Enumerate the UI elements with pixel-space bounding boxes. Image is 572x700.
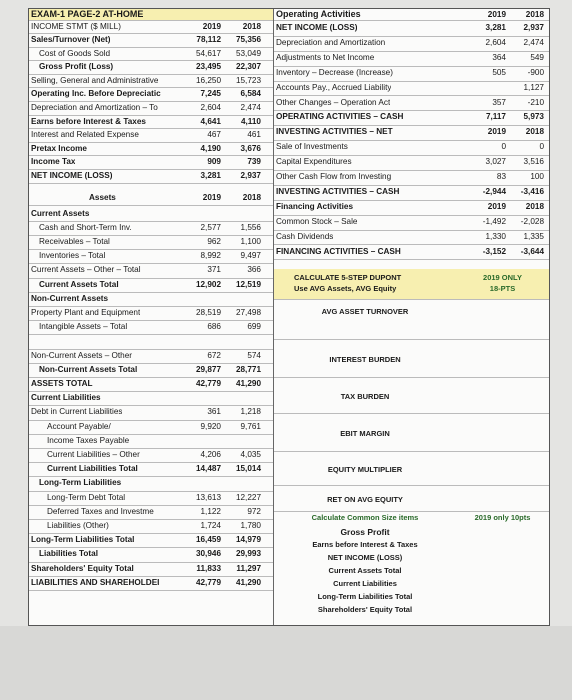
value-2019: 4,206 xyxy=(200,450,221,459)
table-row xyxy=(29,87,273,102)
value-2018: 739 xyxy=(247,157,261,167)
value-2018: 12,227 xyxy=(235,492,261,502)
value-2019: 357 xyxy=(492,97,506,107)
table-row xyxy=(29,533,273,548)
row-label: Current Assets – Other – Total xyxy=(31,265,141,275)
table-row xyxy=(29,519,273,534)
table-row xyxy=(274,66,549,82)
value-2019: -2,944 xyxy=(482,186,506,196)
value-2018: 100 xyxy=(530,172,544,181)
value-2019: 13,613 xyxy=(195,492,221,502)
income-stmt-title: INCOME STMT ($ MILL) xyxy=(31,22,121,31)
value-2018: 2,937 xyxy=(240,171,261,180)
row-label: Long-Term Liabilities Total xyxy=(31,535,135,545)
row-label: Cash and Short-Term Inv. xyxy=(39,222,132,232)
cash-year-2018: 2018 xyxy=(525,10,544,19)
table-row xyxy=(274,125,549,141)
value-2019: 962 xyxy=(207,237,221,246)
row-label: Intangible Assets – Total xyxy=(39,322,128,332)
value-2019: 42,779 xyxy=(195,379,221,388)
table-row xyxy=(274,230,549,246)
common-size-label: Calculate Common Size items xyxy=(311,513,419,522)
value-2018: -900 xyxy=(527,67,544,77)
value-2018: 4,035 xyxy=(240,450,261,459)
value-2019: 78,112 xyxy=(196,35,221,44)
value-2018: 15,723 xyxy=(235,75,261,85)
value-2018: 1,218 xyxy=(240,407,261,417)
value-2018: 14,979 xyxy=(235,535,261,545)
table-row xyxy=(29,235,273,250)
row-label: Non-Current Assets Total xyxy=(39,364,138,374)
value-2019: 686 xyxy=(207,322,221,332)
row-label: Account Payable/ xyxy=(47,421,111,431)
value-2019: 2,577 xyxy=(200,222,221,232)
table-row xyxy=(29,405,273,420)
row-label: INVESTING ACTIVITIES – NET xyxy=(276,127,393,137)
value-2018: 3,676 xyxy=(240,143,261,153)
row-label: Long-Term Liabilities xyxy=(39,478,122,488)
dupont-points xyxy=(456,269,549,299)
table-row xyxy=(29,33,273,48)
cash-year-2019: 2019 xyxy=(487,10,506,19)
table-row xyxy=(274,155,549,171)
value-2019: 14,487 xyxy=(195,464,221,474)
table-row xyxy=(29,60,273,75)
value-2019: 12,902 xyxy=(195,279,221,289)
table-row xyxy=(29,169,273,184)
dupont-instructions xyxy=(274,269,456,299)
table-row xyxy=(29,263,273,278)
common-size-pts: 2019 only 10pts xyxy=(474,513,531,522)
row-label: Current Liabilities Total xyxy=(47,464,138,474)
row-label: Non-Current Assets – Other xyxy=(31,350,133,360)
value-2019: 361 xyxy=(207,407,221,417)
value-2018: 574 xyxy=(247,350,261,360)
table-row xyxy=(274,110,549,126)
row-label: Property Plant and Equipment xyxy=(31,308,141,317)
common-size-item: Long-Term Liabilities Total xyxy=(317,592,413,601)
row-label: Other Cash Flow from Investing xyxy=(276,172,392,181)
table-row xyxy=(29,74,273,89)
row-label: Selling, General and Administrative xyxy=(31,75,159,85)
value-2018: 12,519 xyxy=(235,279,261,289)
table-row xyxy=(29,434,273,449)
exam-title: EXAM-1 PAGE-2 AT-HOME xyxy=(31,9,144,19)
value-2018: 3,516 xyxy=(523,157,544,167)
table-row xyxy=(29,363,273,378)
row-label: Depreciation and Amortization – To xyxy=(31,103,158,112)
ratio-row xyxy=(274,487,549,512)
table-row xyxy=(274,81,549,97)
table-row xyxy=(274,51,549,67)
value-2018: 41,290 xyxy=(235,577,261,587)
ratio-label: EBIT MARGIN xyxy=(340,429,390,438)
income-stmt-header xyxy=(29,20,273,34)
row-label: Inventories – Total xyxy=(39,251,106,261)
row-label: Current Assets xyxy=(31,208,90,218)
worksheet xyxy=(28,8,550,626)
table-row xyxy=(29,377,273,392)
value-2019: 0 xyxy=(501,142,506,152)
value-2018: 0 xyxy=(539,142,544,152)
value-2018: 15,014 xyxy=(235,464,261,474)
table-row xyxy=(29,306,273,321)
value-2018: 27,498 xyxy=(235,308,261,317)
row-label: LIABILITIES AND SHAREHOLDEI xyxy=(31,577,160,587)
value-2019: 2019 xyxy=(487,201,506,211)
value-2018: 9,761 xyxy=(240,421,261,431)
value-2018: 6,584 xyxy=(240,89,261,99)
ratio-row xyxy=(274,415,549,452)
table-row xyxy=(29,547,273,562)
value-2018: 2,474 xyxy=(523,37,544,47)
value-2019: 2,604 xyxy=(200,103,221,112)
table-row xyxy=(29,101,273,116)
table-row xyxy=(29,155,273,170)
table-row xyxy=(29,562,273,577)
value-2018: 22,307 xyxy=(235,62,261,72)
table-row xyxy=(274,96,549,112)
row-label: Shareholders' Equity Total xyxy=(31,563,134,573)
table-row xyxy=(29,278,273,293)
dupont-pts2: 18-PTS xyxy=(489,284,516,293)
table-row xyxy=(29,491,273,506)
row-label: Income Tax xyxy=(31,157,76,167)
value-2019: 9,920 xyxy=(200,421,221,431)
row-label: Cost of Goods Sold xyxy=(39,48,110,58)
value-2018: -210 xyxy=(527,97,544,107)
row-label: Sales/Turnover (Net) xyxy=(31,35,111,44)
table-row xyxy=(29,320,273,335)
value-2018: 366 xyxy=(247,265,261,275)
table-row xyxy=(29,476,273,491)
value-2019: 4,641 xyxy=(200,116,221,126)
assets-header xyxy=(29,191,273,206)
row-label: Depreciation and Amortization xyxy=(276,37,386,47)
desk-background xyxy=(0,626,572,700)
ratio-label: RET ON AVG EQUITY xyxy=(327,495,403,504)
value-2019: 1,724 xyxy=(200,521,221,530)
table-row xyxy=(274,21,549,37)
table-row xyxy=(29,391,273,406)
table-row xyxy=(274,200,549,216)
value-2019: 8,992 xyxy=(200,251,221,261)
row-label: Current Liabilities xyxy=(31,393,101,403)
value-2019: 11,833 xyxy=(196,563,221,573)
value-2019: 4,190 xyxy=(200,143,221,153)
row-label: Non-Current Assets xyxy=(31,293,109,303)
row-label: Accounts Pay., Accrued Liability xyxy=(276,82,392,92)
value-2019: 2,604 xyxy=(485,37,506,47)
table-row xyxy=(29,249,273,264)
value-2018: 29,993 xyxy=(235,549,261,559)
row-label: INVESTING ACTIVITIES – CASH xyxy=(276,186,400,196)
row-label: Operating Inc. Before Depreciatic xyxy=(31,89,161,99)
value-2019: 371 xyxy=(207,265,221,275)
row-label: Liabilities (Other) xyxy=(47,521,109,530)
income-year-2018: 2018 xyxy=(242,22,261,31)
value-2018: -3,416 xyxy=(520,186,544,196)
value-2018: 2018 xyxy=(525,127,544,137)
value-2019: 16,250 xyxy=(195,75,221,85)
value-2019: 29,877 xyxy=(195,364,221,374)
value-2018: 41,290 xyxy=(235,379,261,388)
value-2018: 1,335 xyxy=(523,231,544,241)
income-year-2019: 2019 xyxy=(202,22,221,31)
common-size-item: Earns before Interest & Taxes xyxy=(312,540,418,549)
value-2019: 364 xyxy=(492,52,506,62)
row-label: Debt in Current Liabilities xyxy=(31,407,123,417)
table-row xyxy=(29,576,273,591)
value-2019: 3,281 xyxy=(485,23,506,32)
ratio-label: TAX BURDEN xyxy=(340,392,390,401)
row-label: Income Taxes Payable xyxy=(47,435,130,445)
row-label: Receivables – Total xyxy=(39,237,110,246)
assets-year-2018: 2018 xyxy=(242,192,261,202)
common-size-item: Shareholders' Equity Total xyxy=(317,605,413,614)
common-size-item: Current Liabilities xyxy=(333,579,397,588)
ratio-row xyxy=(274,453,549,486)
value-2019: 672 xyxy=(207,350,221,360)
ratio-row xyxy=(274,303,549,340)
table-row xyxy=(274,185,549,201)
row-label: Long-Term Debt Total xyxy=(47,492,126,502)
table-row xyxy=(29,47,273,62)
value-2019: -1,492 xyxy=(482,216,506,226)
row-label: Inventory – Decrease (Increase) xyxy=(276,67,393,77)
value-2019: 1,330 xyxy=(485,231,506,241)
value-2019: 30,946 xyxy=(195,549,221,559)
row-label: Current Liabilities – Other xyxy=(47,450,140,459)
table-row xyxy=(29,349,273,364)
assets-title: Assets xyxy=(89,192,116,202)
row-label: FINANCING ACTIVITIES – CASH xyxy=(276,246,401,256)
ratio-label: EQUITY MULTIPLIER xyxy=(327,465,403,474)
ratio-label: AVG ASSET TURNOVER xyxy=(321,307,409,316)
table-row xyxy=(274,215,549,231)
table-row xyxy=(29,462,273,477)
value-2018: 9,497 xyxy=(240,251,261,261)
value-2019: 467 xyxy=(207,130,221,140)
value-2018: -3,644 xyxy=(520,246,544,256)
row-label: Financing Activities xyxy=(276,201,354,211)
value-2019: 7,117 xyxy=(485,112,506,122)
row-label: Sale of Investments xyxy=(276,142,348,152)
row-label: Other Changes – Operation Act xyxy=(276,97,391,107)
row-label: Liabilities Total xyxy=(39,549,98,559)
value-2019: 28,519 xyxy=(195,308,221,317)
value-2018: 972 xyxy=(247,506,261,516)
row-label: Interest and Related Expense xyxy=(31,130,139,140)
value-2018: 11,297 xyxy=(236,563,261,573)
table-row xyxy=(29,420,273,435)
row-label: Adjustments to Net Income xyxy=(276,52,375,62)
row-label: Earns before Interest & Taxes xyxy=(31,116,146,126)
row-label: Current Assets Total xyxy=(39,279,119,289)
right-panel xyxy=(274,9,549,625)
assets-year-2019: 2019 xyxy=(202,192,221,202)
value-2018: 4,110 xyxy=(240,116,261,126)
value-2019: 7,245 xyxy=(200,89,221,99)
table-row xyxy=(274,170,549,186)
value-2019: 54,617 xyxy=(195,48,221,58)
value-2019: 505 xyxy=(492,67,506,77)
common-size-item: NET INCOME (LOSS) xyxy=(327,553,403,562)
value-2019: 23,495 xyxy=(195,62,221,72)
table-row xyxy=(29,142,273,157)
row-label: Cash Dividends xyxy=(276,231,334,241)
value-2018: 1,127 xyxy=(523,82,544,92)
value-2019: 3,281 xyxy=(200,171,221,180)
dupont-pts1: 2019 ONLY xyxy=(483,273,522,282)
dupont-sub: Use AVG Assets, AVG Equity xyxy=(294,284,397,293)
row-label: Common Stock – Sale xyxy=(276,216,358,226)
table-row xyxy=(274,245,549,261)
value-2018: 549 xyxy=(530,52,544,62)
table-row xyxy=(29,128,273,143)
value-2018: 461 xyxy=(247,130,261,140)
ratio-row xyxy=(274,379,549,414)
value-2018: 1,100 xyxy=(240,237,261,246)
dupont-label: CALCULATE 5-STEP DUPONT xyxy=(294,273,402,282)
left-panel xyxy=(29,9,273,625)
value-2018: 75,356 xyxy=(235,35,261,44)
value-2019: 1,122 xyxy=(200,506,221,516)
value-2018: 2,474 xyxy=(240,103,261,112)
ratio-row xyxy=(274,341,549,378)
value-2019: 42,779 xyxy=(195,577,221,587)
dupont-box xyxy=(274,269,549,300)
value-2019: 83 xyxy=(496,172,506,181)
value-2018: 699 xyxy=(247,322,261,332)
value-2019: 909 xyxy=(207,157,221,167)
operating-title: Operating Activities xyxy=(276,9,361,19)
row-label: ASSETS TOTAL xyxy=(31,379,93,388)
row-label: OPERATING ACTIVITIES – CASH xyxy=(276,112,404,122)
value-2019: 2019 xyxy=(487,127,506,137)
row-label: NET INCOME (LOSS) xyxy=(276,23,358,32)
table-row xyxy=(274,140,549,156)
table-row xyxy=(29,292,273,307)
row-label: Capital Expenditures xyxy=(276,157,352,167)
row-label: Deferred Taxes and Investme xyxy=(47,506,154,516)
table-row xyxy=(29,207,273,222)
table-row xyxy=(29,448,273,463)
value-2018: 2,937 xyxy=(523,23,544,32)
value-2018: 1,556 xyxy=(240,222,261,232)
table-row xyxy=(29,221,273,236)
table-row xyxy=(29,115,273,130)
value-2019: 16,459 xyxy=(195,535,221,545)
value-2018: 28,771 xyxy=(235,364,261,374)
operating-header xyxy=(274,9,549,21)
value-2019: -3,152 xyxy=(482,246,506,256)
value-2018: -2,028 xyxy=(520,216,544,226)
ratio-label: INTEREST BURDEN xyxy=(329,355,401,364)
row-label: NET INCOME (LOSS) xyxy=(31,171,113,180)
value-2018: 5,973 xyxy=(523,112,544,122)
common-size-item: Gross Profit xyxy=(340,527,390,537)
value-2018: 1,780 xyxy=(240,521,261,530)
row-label: Pretax Income xyxy=(31,143,87,153)
value-2018: 2018 xyxy=(525,201,544,211)
value-2019: 3,027 xyxy=(485,157,506,167)
row-label: Gross Profit (Loss) xyxy=(39,62,114,72)
common-size-item: Current Assets Total xyxy=(328,566,402,575)
table-row xyxy=(274,36,549,52)
table-row xyxy=(29,334,273,349)
table-row xyxy=(29,505,273,520)
value-2018: 53,049 xyxy=(235,48,261,58)
